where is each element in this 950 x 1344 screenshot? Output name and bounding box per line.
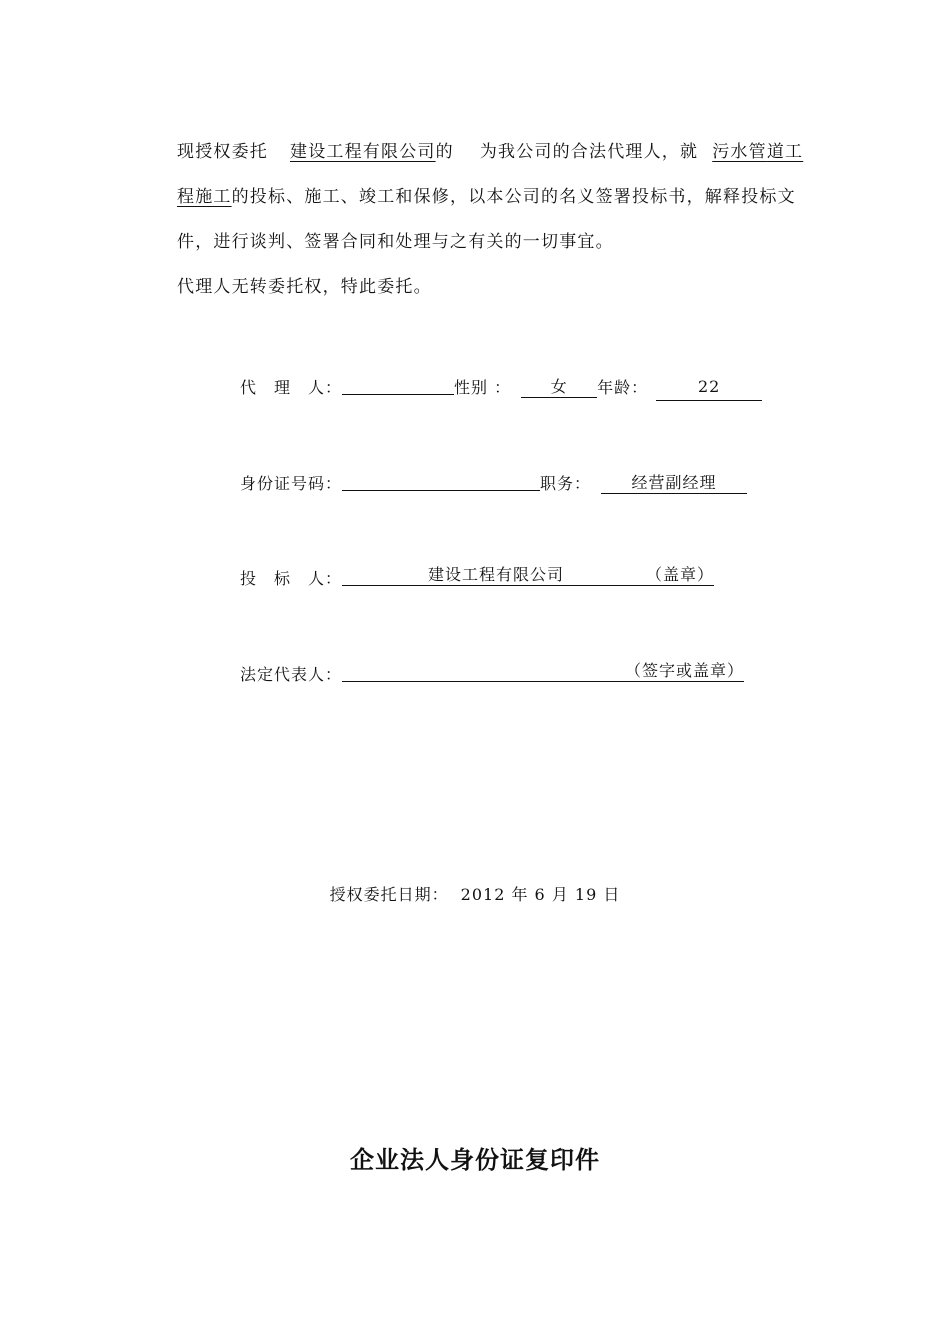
legal-rep-field[interactable] [342, 661, 744, 682]
id-label: 身份证号码： [240, 474, 343, 493]
gender-label: 性别 ： [454, 378, 512, 397]
sign-note: （签字或盖章） [625, 661, 745, 680]
legal-rep-row [240, 659, 744, 685]
authorization-paragraph [177, 130, 809, 265]
position-field[interactable]: 经营副经理 [601, 473, 747, 494]
agent-name-blank [464, 142, 480, 162]
date-value: 2012 年 6 月 19 日 [460, 885, 621, 904]
company-name: 建设工程有限公司 [290, 142, 436, 162]
id-row [240, 468, 747, 494]
project-name-part1: 污水管 [712, 142, 767, 162]
section-heading: 企业法人身份证复印件 [350, 1145, 600, 1174]
agent-row [240, 372, 762, 398]
of-text: 的 [435, 142, 454, 162]
agent-label: 代 理 人： [240, 378, 343, 397]
age-field[interactable]: 22 [656, 380, 762, 401]
bidder-row [240, 563, 714, 589]
closing-paragraph: 代理人无转委托权，特此委托。 [177, 277, 432, 297]
bidder-label: 投 标 人： [240, 569, 343, 588]
project-name-part2: 道工程施工 [177, 142, 804, 207]
legal-rep-label: 法定代表人： [240, 665, 343, 684]
stamp-note: （盖章） [646, 565, 715, 584]
date-label: 授权委托日期： [329, 885, 449, 904]
age-label: 年龄： [597, 378, 649, 397]
position-label: 职务： [540, 474, 592, 493]
id-number-field[interactable] [342, 470, 540, 491]
bidder-field[interactable]: 建设工程有限公司 （盖章） [342, 565, 714, 586]
scope-text: 的投标、施工、竣工和保修，以本公司的名义签署投标书，解释投标文件，进行谈判、签署合同和处理与之有关的一切事宜。 [177, 187, 796, 252]
intro-text: 现授权委托 [177, 142, 268, 162]
gender-field[interactable]: 女 [521, 377, 597, 398]
agent-name-field[interactable] [342, 374, 454, 395]
agent-text: 为我公司的合法代理人，就 [479, 142, 699, 162]
authorization-date [0, 882, 950, 905]
